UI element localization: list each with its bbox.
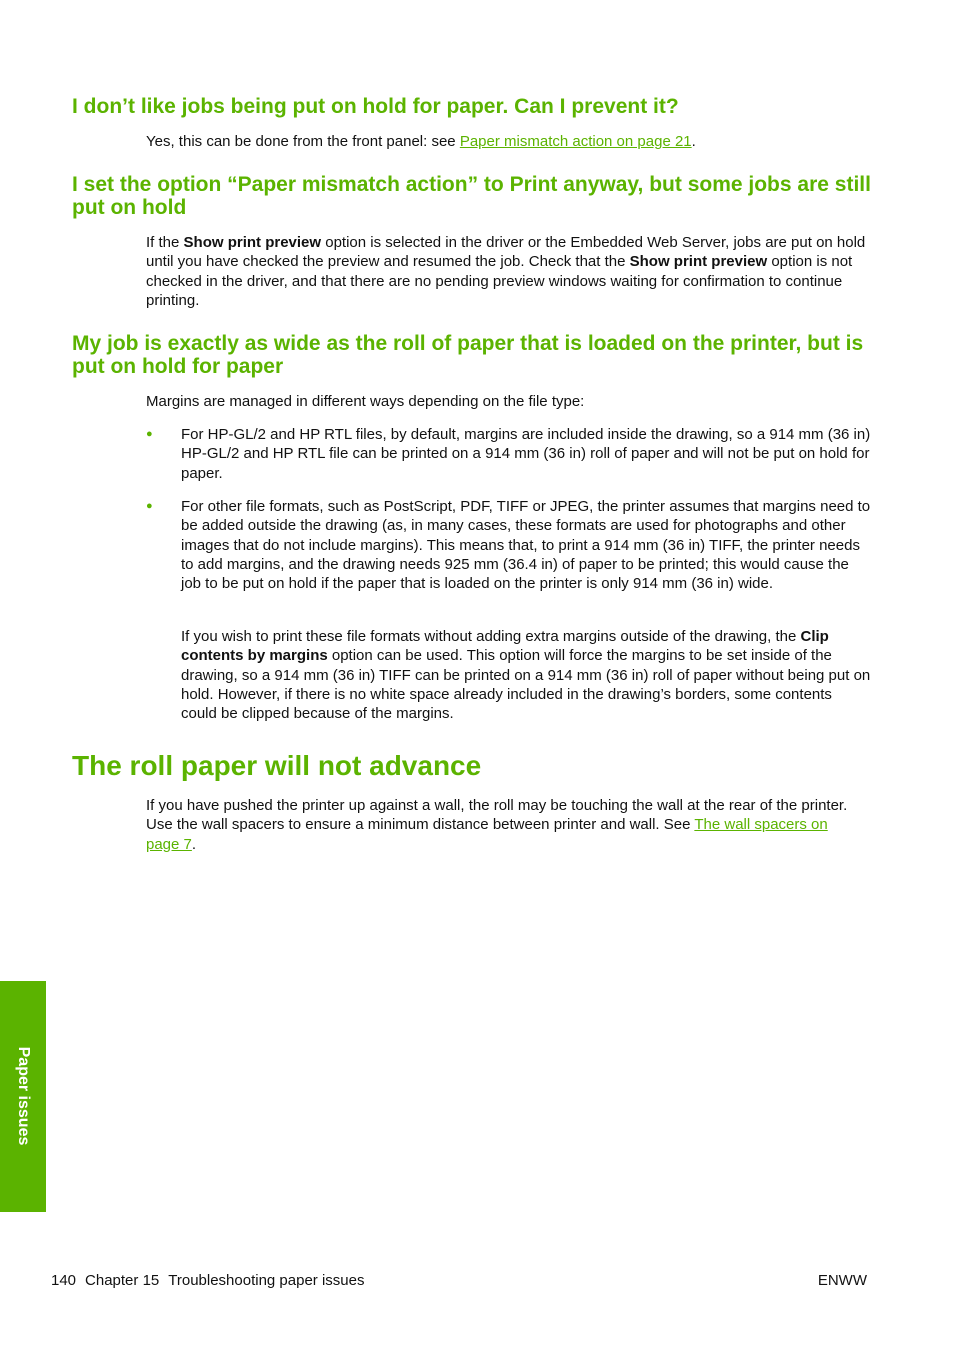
bold-show-print-preview: Show print preview xyxy=(183,234,322,251)
heading-roll-not-advance: The roll paper will not advance xyxy=(72,750,482,781)
paragraph-prevent-hold xyxy=(146,132,870,151)
page-number: 140 xyxy=(51,1272,77,1289)
bullet-icon: ● xyxy=(146,500,153,512)
paragraph-roll-not-advance xyxy=(146,796,858,854)
paragraph-margins-intro: Margins are managed in different ways depending on the file type: xyxy=(146,393,585,410)
footer-right: ENWW xyxy=(817,1272,867,1289)
bold-show-print-preview: Show print preview xyxy=(629,253,768,271)
side-tab-label: Paper issues xyxy=(15,1046,32,1146)
text: If you wish to print these file formats without adding extra margins outside of the drawing, the xyxy=(181,628,801,645)
footer-chapter-title: Troubleshooting paper issues xyxy=(168,1272,365,1289)
heading-exactly-wide: My job is exactly as wide as the roll of paper that is loaded on the printer, but is put on hold for paper xyxy=(72,332,864,378)
paragraph-print-anyway xyxy=(146,233,870,310)
paragraph-clip-contents xyxy=(181,627,871,723)
text: option can be used. This option will force the margins to be set inside of the drawing, so a 914 mm (36 in) TIFF can be printed on a 914 mm (36 in) roll of paper without being put on hold. However, if there is no white space already included in the drawing’s borders, some contents could be clipped because of the margins. xyxy=(181,647,871,723)
text: option is selected in the driver or the Embedded Web Server, jobs are put on hold until you have checked the preview and resumed the job. Check that the xyxy=(146,234,866,271)
link-paper-mismatch-action[interactable]: Paper mismatch action on page 21 xyxy=(459,133,692,150)
text: If you have pushed the printer up against a wall, the roll may be touching the wall at the rear of the printer. Use the wall spacers to ensure a minimum distance between printer and wall. See xyxy=(146,797,848,834)
text: Yes, this can be done from the front panel: see xyxy=(146,133,460,150)
text: option is not checked in the driver, and that there are no pending preview windows waiting for confirmation to continue printing. xyxy=(146,253,853,309)
text: If the xyxy=(146,234,184,251)
bold-clip-contents-by-margins: Clip contents by margins xyxy=(181,628,829,665)
bullet-other-formats-text: For other file formats, such as PostScript, PDF, TIFF or JPEG, the printer assumes that margins need to be added outside the drawing (as, in many cases, these formats are used for photographs and other images that do not include margins). This means that, to print a 914 mm (36 in) TIFF, the printer needs to add margins, and the drawing needs 925 mm (36.4 in) of paper to be printed; this would cause the job to be put on hold if the paper that is loaded on the printer is only 914 mm (36 in) wide. xyxy=(181,498,871,593)
heading-print-anyway: I set the option “Paper mismatch action” to Print anyway, but some jobs are still put on hold xyxy=(72,173,871,219)
footer-chapter: Chapter 15 xyxy=(85,1272,160,1289)
text: . xyxy=(691,133,696,150)
text: . xyxy=(191,835,197,853)
heading-prevent-hold: I don’t like jobs being put on hold for paper. Can I prevent it? xyxy=(72,95,679,118)
bullet-hpgl-text: For HP-GL/2 and HP RTL files, by default, margins are included inside the drawing, so a 914 mm (36 in) HP-GL/2 and HP RTL file can be printed on a 914 mm (36 in) roll of paper and will not be put on hold for paper. xyxy=(181,426,871,482)
footer-left xyxy=(51,1271,364,1290)
bullet-icon: ● xyxy=(146,428,153,440)
side-tab-paper-issues xyxy=(0,981,46,1212)
link-wall-spacers[interactable]: The wall spacers on page 7 xyxy=(146,816,828,853)
